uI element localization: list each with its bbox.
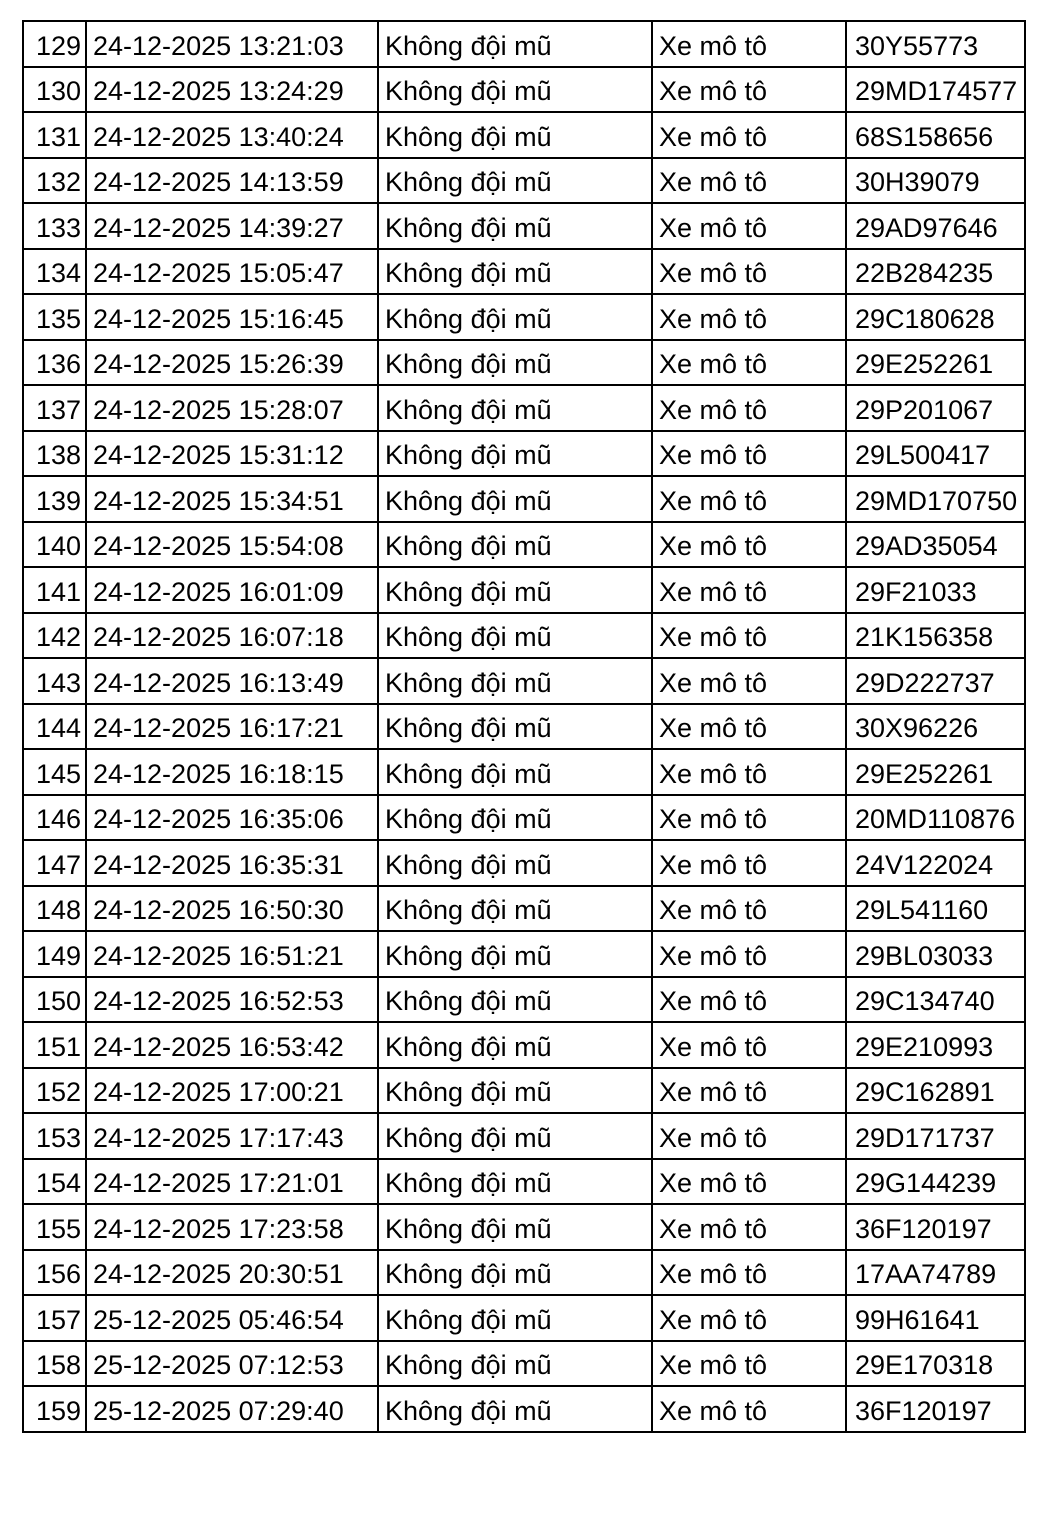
violation-cell: Không đội mũ	[378, 203, 652, 249]
table-row	[23, 658, 1025, 704]
vehicle-type-cell: Xe mô tô	[652, 1159, 846, 1205]
violation-cell: Không đội mũ	[378, 249, 652, 295]
timestamp-cell: 24-12-2025 15:26:39	[86, 340, 378, 386]
row-number-cell: 129	[23, 21, 86, 67]
row-number-cell: 156	[23, 1250, 86, 1296]
violation-cell: Không đội mũ	[378, 795, 652, 841]
license-plate-cell: 30X96226	[846, 704, 1025, 750]
timestamp-cell: 24-12-2025 13:40:24	[86, 112, 378, 158]
timestamp-cell: 24-12-2025 13:24:29	[86, 67, 378, 113]
license-plate-cell: 29E252261	[846, 340, 1025, 386]
violation-cell: Không đội mũ	[378, 840, 652, 886]
row-number-cell: 151	[23, 1022, 86, 1068]
table-row	[23, 1204, 1025, 1250]
row-number-cell: 150	[23, 977, 86, 1023]
license-plate-cell: 29P201067	[846, 385, 1025, 431]
table-row	[23, 112, 1025, 158]
vehicle-type-cell: Xe mô tô	[652, 977, 846, 1023]
violation-cell: Không đội mũ	[378, 749, 652, 795]
table-row	[23, 795, 1025, 841]
timestamp-cell: 24-12-2025 16:01:09	[86, 567, 378, 613]
vehicle-type-cell: Xe mô tô	[652, 840, 846, 886]
table-row	[23, 840, 1025, 886]
vehicle-type-cell: Xe mô tô	[652, 67, 846, 113]
timestamp-cell: 24-12-2025 17:21:01	[86, 1159, 378, 1205]
license-plate-cell: 29F21033	[846, 567, 1025, 613]
violation-cell: Không đội mũ	[378, 1295, 652, 1341]
license-plate-cell: 36F120197	[846, 1204, 1025, 1250]
vehicle-type-cell: Xe mô tô	[652, 476, 846, 522]
vehicle-type-cell: Xe mô tô	[652, 931, 846, 977]
license-plate-cell: 29BL03033	[846, 931, 1025, 977]
table-row	[23, 385, 1025, 431]
violation-cell: Không đội mũ	[378, 931, 652, 977]
violation-cell: Không đội mũ	[378, 1159, 652, 1205]
row-number-cell: 137	[23, 385, 86, 431]
vehicle-type-cell: Xe mô tô	[652, 1386, 846, 1432]
license-plate-cell: 68S158656	[846, 112, 1025, 158]
timestamp-cell: 25-12-2025 07:29:40	[86, 1386, 378, 1432]
vehicle-type-cell: Xe mô tô	[652, 704, 846, 750]
violation-cell: Không đội mũ	[378, 522, 652, 568]
license-plate-cell: 29MD170750	[846, 476, 1025, 522]
row-number-cell: 159	[23, 1386, 86, 1432]
violation-cell: Không đội mũ	[378, 977, 652, 1023]
license-plate-cell: 29C162891	[846, 1068, 1025, 1114]
row-number-cell: 133	[23, 203, 86, 249]
license-plate-cell: 29D222737	[846, 658, 1025, 704]
license-plate-cell: 36F120197	[846, 1386, 1025, 1432]
timestamp-cell: 24-12-2025 16:35:31	[86, 840, 378, 886]
license-plate-cell: 29E252261	[846, 749, 1025, 795]
violation-cell: Không đội mũ	[378, 1250, 652, 1296]
table-row	[23, 1159, 1025, 1205]
vehicle-type-cell: Xe mô tô	[652, 567, 846, 613]
license-plate-cell: 21K156358	[846, 613, 1025, 659]
row-number-cell: 141	[23, 567, 86, 613]
violations-table	[22, 20, 1026, 1433]
row-number-cell: 148	[23, 886, 86, 932]
timestamp-cell: 24-12-2025 14:39:27	[86, 203, 378, 249]
vehicle-type-cell: Xe mô tô	[652, 385, 846, 431]
vehicle-type-cell: Xe mô tô	[652, 249, 846, 295]
license-plate-cell: 29MD174577	[846, 67, 1025, 113]
vehicle-type-cell: Xe mô tô	[652, 1068, 846, 1114]
table-row	[23, 431, 1025, 477]
violations-table-body	[23, 21, 1025, 1432]
row-number-cell: 132	[23, 158, 86, 204]
row-number-cell: 143	[23, 658, 86, 704]
vehicle-type-cell: Xe mô tô	[652, 1113, 846, 1159]
timestamp-cell: 24-12-2025 15:54:08	[86, 522, 378, 568]
row-number-cell: 139	[23, 476, 86, 522]
timestamp-cell: 24-12-2025 16:53:42	[86, 1022, 378, 1068]
violation-cell: Không đội mũ	[378, 1068, 652, 1114]
license-plate-cell: 29E170318	[846, 1341, 1025, 1387]
vehicle-type-cell: Xe mô tô	[652, 1341, 846, 1387]
table-row	[23, 522, 1025, 568]
table-row	[23, 1295, 1025, 1341]
row-number-cell: 149	[23, 931, 86, 977]
violation-cell: Không đội mũ	[378, 658, 652, 704]
vehicle-type-cell: Xe mô tô	[652, 522, 846, 568]
row-number-cell: 154	[23, 1159, 86, 1205]
violation-cell: Không đội mũ	[378, 67, 652, 113]
table-row	[23, 1341, 1025, 1387]
timestamp-cell: 24-12-2025 13:21:03	[86, 21, 378, 67]
table-row	[23, 158, 1025, 204]
license-plate-cell: 30Y55773	[846, 21, 1025, 67]
license-plate-cell: 29D171737	[846, 1113, 1025, 1159]
row-number-cell: 157	[23, 1295, 86, 1341]
vehicle-type-cell: Xe mô tô	[652, 158, 846, 204]
row-number-cell: 153	[23, 1113, 86, 1159]
row-number-cell: 134	[23, 249, 86, 295]
vehicle-type-cell: Xe mô tô	[652, 340, 846, 386]
license-plate-cell: 29C134740	[846, 977, 1025, 1023]
timestamp-cell: 24-12-2025 14:13:59	[86, 158, 378, 204]
table-row	[23, 886, 1025, 932]
timestamp-cell: 24-12-2025 16:13:49	[86, 658, 378, 704]
violation-cell: Không đội mũ	[378, 21, 652, 67]
timestamp-cell: 24-12-2025 16:52:53	[86, 977, 378, 1023]
table-row	[23, 567, 1025, 613]
vehicle-type-cell: Xe mô tô	[652, 613, 846, 659]
timestamp-cell: 24-12-2025 17:23:58	[86, 1204, 378, 1250]
row-number-cell: 142	[23, 613, 86, 659]
vehicle-type-cell: Xe mô tô	[652, 431, 846, 477]
violation-cell: Không đội mũ	[378, 112, 652, 158]
timestamp-cell: 24-12-2025 17:00:21	[86, 1068, 378, 1114]
row-number-cell: 138	[23, 431, 86, 477]
timestamp-cell: 24-12-2025 16:35:06	[86, 795, 378, 841]
table-row	[23, 21, 1025, 67]
table-row	[23, 67, 1025, 113]
violation-cell: Không đội mũ	[378, 613, 652, 659]
timestamp-cell: 24-12-2025 15:31:12	[86, 431, 378, 477]
vehicle-type-cell: Xe mô tô	[652, 795, 846, 841]
license-plate-cell: 29L541160	[846, 886, 1025, 932]
timestamp-cell: 24-12-2025 15:34:51	[86, 476, 378, 522]
vehicle-type-cell: Xe mô tô	[652, 749, 846, 795]
violation-cell: Không đội mũ	[378, 1204, 652, 1250]
vehicle-type-cell: Xe mô tô	[652, 21, 846, 67]
table-row	[23, 249, 1025, 295]
license-plate-cell: 30H39079	[846, 158, 1025, 204]
vehicle-type-cell: Xe mô tô	[652, 1250, 846, 1296]
table-row	[23, 704, 1025, 750]
violation-cell: Không đội mũ	[378, 476, 652, 522]
timestamp-cell: 24-12-2025 20:30:51	[86, 1250, 378, 1296]
violation-cell: Không đội mũ	[378, 294, 652, 340]
timestamp-cell: 25-12-2025 05:46:54	[86, 1295, 378, 1341]
row-number-cell: 146	[23, 795, 86, 841]
license-plate-cell: 29L500417	[846, 431, 1025, 477]
timestamp-cell: 24-12-2025 16:17:21	[86, 704, 378, 750]
timestamp-cell: 24-12-2025 15:05:47	[86, 249, 378, 295]
license-plate-cell: 29AD35054	[846, 522, 1025, 568]
table-row	[23, 613, 1025, 659]
violation-cell: Không đội mũ	[378, 1341, 652, 1387]
violation-cell: Không đội mũ	[378, 1113, 652, 1159]
vehicle-type-cell: Xe mô tô	[652, 112, 846, 158]
row-number-cell: 136	[23, 340, 86, 386]
row-number-cell: 130	[23, 67, 86, 113]
violation-cell: Không đội mũ	[378, 158, 652, 204]
vehicle-type-cell: Xe mô tô	[652, 1022, 846, 1068]
license-plate-cell: 29AD97646	[846, 203, 1025, 249]
row-number-cell: 147	[23, 840, 86, 886]
timestamp-cell: 25-12-2025 07:12:53	[86, 1341, 378, 1387]
row-number-cell: 140	[23, 522, 86, 568]
table-row	[23, 1068, 1025, 1114]
license-plate-cell: 22B284235	[846, 249, 1025, 295]
row-number-cell: 135	[23, 294, 86, 340]
license-plate-cell: 24V122024	[846, 840, 1025, 886]
row-number-cell: 145	[23, 749, 86, 795]
table-row	[23, 1113, 1025, 1159]
vehicle-type-cell: Xe mô tô	[652, 203, 846, 249]
violation-cell: Không đội mũ	[378, 385, 652, 431]
violation-cell: Không đội mũ	[378, 1386, 652, 1432]
violation-cell: Không đội mũ	[378, 431, 652, 477]
timestamp-cell: 24-12-2025 15:16:45	[86, 294, 378, 340]
row-number-cell: 152	[23, 1068, 86, 1114]
violation-cell: Không đội mũ	[378, 886, 652, 932]
row-number-cell: 131	[23, 112, 86, 158]
timestamp-cell: 24-12-2025 16:18:15	[86, 749, 378, 795]
violation-cell: Không đội mũ	[378, 704, 652, 750]
table-row	[23, 749, 1025, 795]
license-plate-cell: 17AA74789	[846, 1250, 1025, 1296]
vehicle-type-cell: Xe mô tô	[652, 658, 846, 704]
timestamp-cell: 24-12-2025 17:17:43	[86, 1113, 378, 1159]
table-row	[23, 1386, 1025, 1432]
table-row	[23, 476, 1025, 522]
row-number-cell: 144	[23, 704, 86, 750]
table-row	[23, 294, 1025, 340]
vehicle-type-cell: Xe mô tô	[652, 886, 846, 932]
vehicle-type-cell: Xe mô tô	[652, 1295, 846, 1341]
table-row	[23, 977, 1025, 1023]
table-row	[23, 203, 1025, 249]
timestamp-cell: 24-12-2025 16:50:30	[86, 886, 378, 932]
license-plate-cell: 99H61641	[846, 1295, 1025, 1341]
license-plate-cell: 29C180628	[846, 294, 1025, 340]
violation-cell: Không đội mũ	[378, 340, 652, 386]
table-row	[23, 931, 1025, 977]
table-row	[23, 1022, 1025, 1068]
timestamp-cell: 24-12-2025 16:07:18	[86, 613, 378, 659]
license-plate-cell: 20MD110876	[846, 795, 1025, 841]
timestamp-cell: 24-12-2025 15:28:07	[86, 385, 378, 431]
vehicle-type-cell: Xe mô tô	[652, 1204, 846, 1250]
license-plate-cell: 29G144239	[846, 1159, 1025, 1205]
violation-cell: Không đội mũ	[378, 567, 652, 613]
table-row	[23, 1250, 1025, 1296]
table-row	[23, 340, 1025, 386]
timestamp-cell: 24-12-2025 16:51:21	[86, 931, 378, 977]
vehicle-type-cell: Xe mô tô	[652, 294, 846, 340]
violation-cell: Không đội mũ	[378, 1022, 652, 1068]
row-number-cell: 158	[23, 1341, 86, 1387]
row-number-cell: 155	[23, 1204, 86, 1250]
license-plate-cell: 29E210993	[846, 1022, 1025, 1068]
